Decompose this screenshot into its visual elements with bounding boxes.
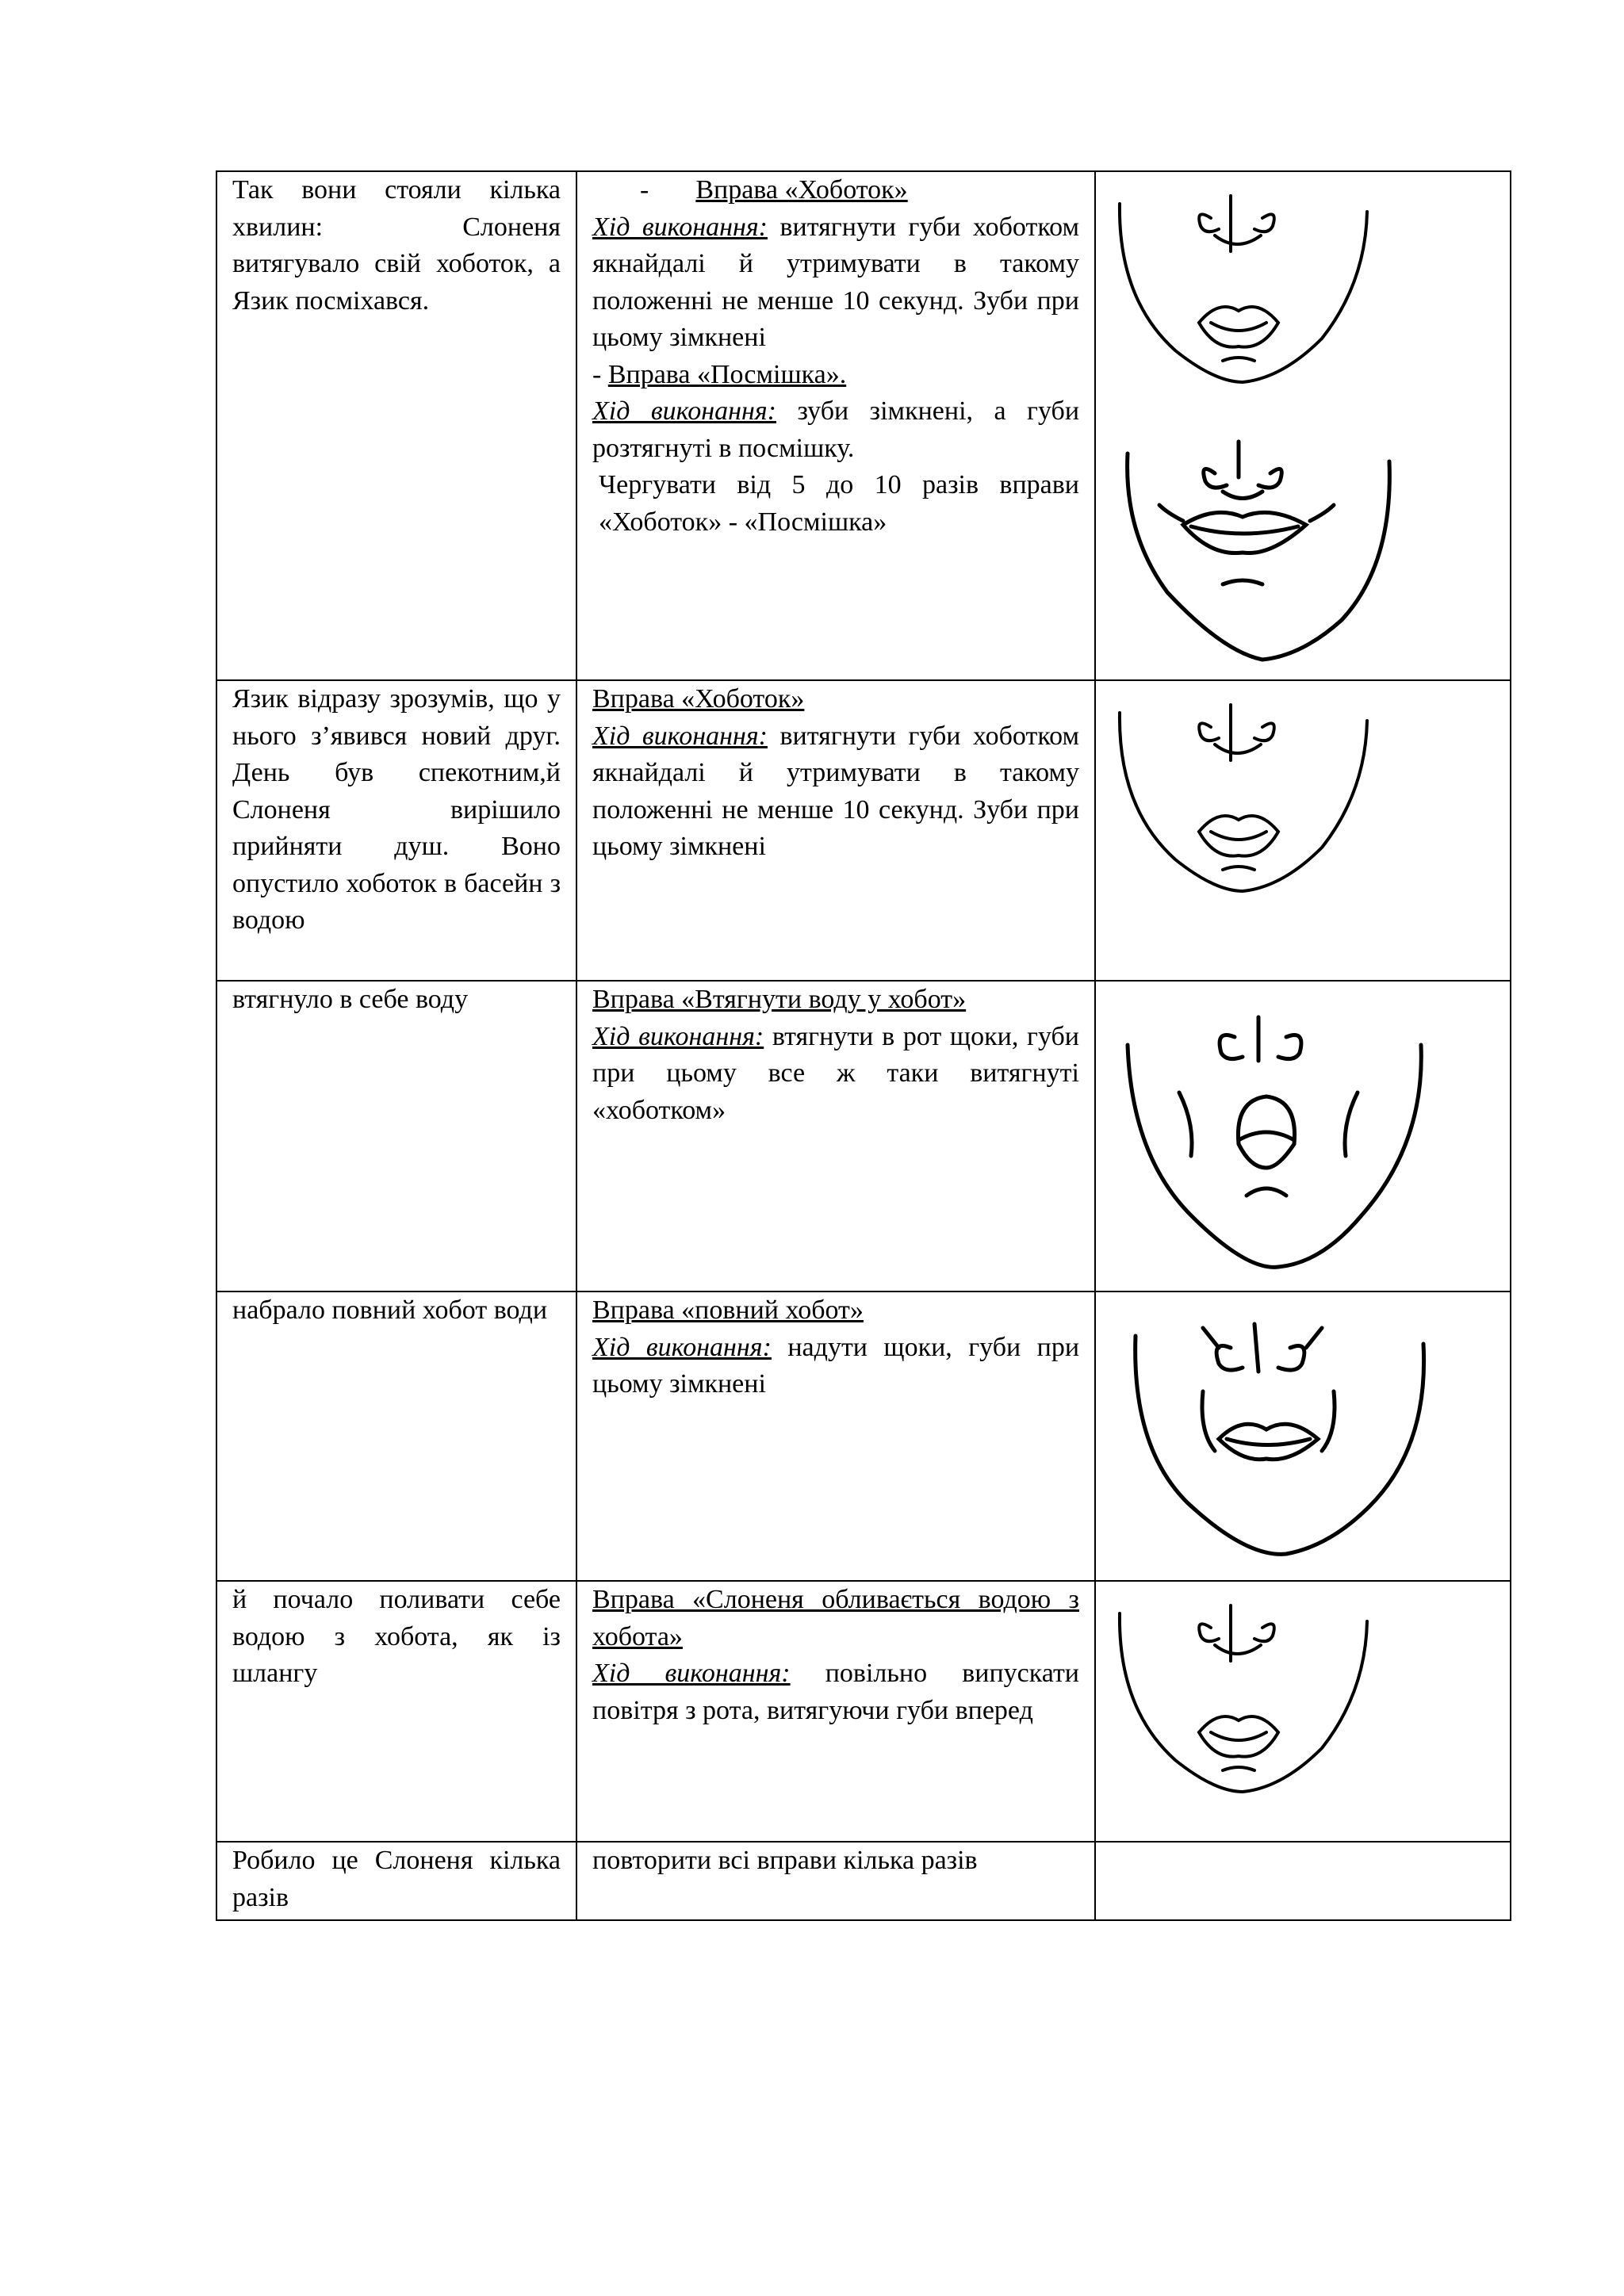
how-text: витягнути губи хоботком якнайдалі й утримувати в такому положенні не менше 10 секунд. Зуби при цьому зімкнені	[592, 721, 1080, 861]
story-cell	[217, 1292, 577, 1580]
image-cell	[1096, 1292, 1511, 1580]
story-text: Язик відразу зрозумів, що у нього з’явився новий друг. День був спекотним,й Слоненя вирішило прийняти душ. Воно опустило хоботок в басейн з водою	[232, 684, 561, 935]
exercise-description	[592, 393, 1079, 467]
table-row	[217, 172, 1511, 681]
story-text: й почало поливати себе водою з хобота, як із шлангу	[232, 1585, 561, 1688]
story-text: набрало повний хобот води	[232, 1295, 548, 1325]
exercise-cell	[577, 172, 1096, 679]
how-text: витягнути губи хоботком якнайдалі й утримувати в такому положенні не менше 10 секунд. Зуби при цьому зімкнені	[592, 212, 1080, 352]
face-pucker-icon	[1112, 689, 1373, 903]
table-row	[217, 982, 1511, 1292]
image-cell	[1096, 1843, 1511, 1919]
exercise-description	[592, 209, 1079, 357]
exercise-title-paragraph	[592, 1582, 1079, 1655]
exercise-cell	[577, 1843, 1096, 1919]
exercise-title: Вправа «Посмішка».	[607, 359, 847, 389]
exercise-cell	[577, 982, 1096, 1291]
image-cell	[1096, 681, 1511, 980]
how-label: Хід виконання:	[592, 1021, 764, 1051]
exercise-extra: Чергувати від 5 до 10 разів вправи «Хоботок» - «Посмішка»	[599, 470, 1079, 537]
story-text: Так вони стояли кілька хвилин: Слоненя витягувало свій хоботок, а Язик посміхався.	[232, 175, 561, 316]
image-cell	[1096, 172, 1511, 679]
exercise-cell	[577, 1582, 1096, 1841]
image-cell	[1096, 1582, 1511, 1841]
how-text: втягнути в рот щоки, губи при цьому все ж таки витягнуті «хоботком»	[592, 1021, 1080, 1125]
face-pucker-icon	[1112, 180, 1373, 394]
story-cell	[217, 1582, 577, 1841]
story-cell	[217, 681, 577, 980]
exercise-title: Вправа «Хоботок»	[592, 684, 805, 714]
exercise-description	[592, 1330, 1079, 1403]
image-cell	[1096, 982, 1511, 1291]
how-text: повільно випускати повітря з рота, витягуючи губи вперед	[592, 1659, 1080, 1725]
story-cell	[217, 172, 577, 679]
dash: -	[592, 359, 602, 389]
story-cell	[217, 982, 577, 1291]
exercise-description	[592, 1655, 1079, 1729]
exercise-description: повторити всі вправи кілька разів	[592, 1846, 978, 1875]
exercise-title: Вправа «повний хобот»	[592, 1295, 864, 1325]
how-label: Хід виконання:	[592, 1332, 772, 1362]
story-text: Робило це Слоненя кілька разів	[232, 1846, 561, 1912]
exercise-title: Вправа «Втягнути воду у хобот»	[592, 985, 967, 1014]
how-label: Хід виконання:	[592, 721, 768, 751]
exercise-description	[592, 1019, 1079, 1130]
face-sucked-cheeks-icon	[1120, 997, 1437, 1275]
face-puffed-cheeks-icon	[1124, 1304, 1441, 1566]
how-text: надути щоки, губи при цьому зімкнені	[592, 1332, 1080, 1399]
exercise-cell	[577, 1292, 1096, 1580]
exercise-heading	[592, 172, 1079, 209]
table-row	[217, 1292, 1511, 1582]
how-text: зуби зімкнені, а губи розтягнуті в посмішку.	[592, 396, 1080, 463]
dash: -	[640, 175, 649, 205]
story-cell	[217, 1843, 577, 1919]
exercise-heading	[592, 357, 1079, 394]
table-row	[217, 1582, 1511, 1843]
table-row	[217, 681, 1511, 982]
exercise-table	[216, 170, 1511, 1921]
face-smile-icon	[1112, 430, 1405, 668]
table-row	[217, 1843, 1511, 1921]
exercise-cell	[577, 681, 1096, 980]
how-label: Хід виконання:	[592, 1659, 791, 1688]
exercise-title: Вправа «Слоненя обливається водою з хобота»	[592, 1585, 1079, 1651]
story-text: втягнуло в себе воду	[232, 985, 469, 1014]
exercise-description	[592, 718, 1079, 866]
exercise-title: Вправа «Хоботок»	[695, 175, 908, 205]
face-pucker-icon	[1112, 1590, 1373, 1804]
how-label: Хід виконання:	[592, 396, 776, 426]
how-label: Хід виконання:	[592, 212, 768, 242]
